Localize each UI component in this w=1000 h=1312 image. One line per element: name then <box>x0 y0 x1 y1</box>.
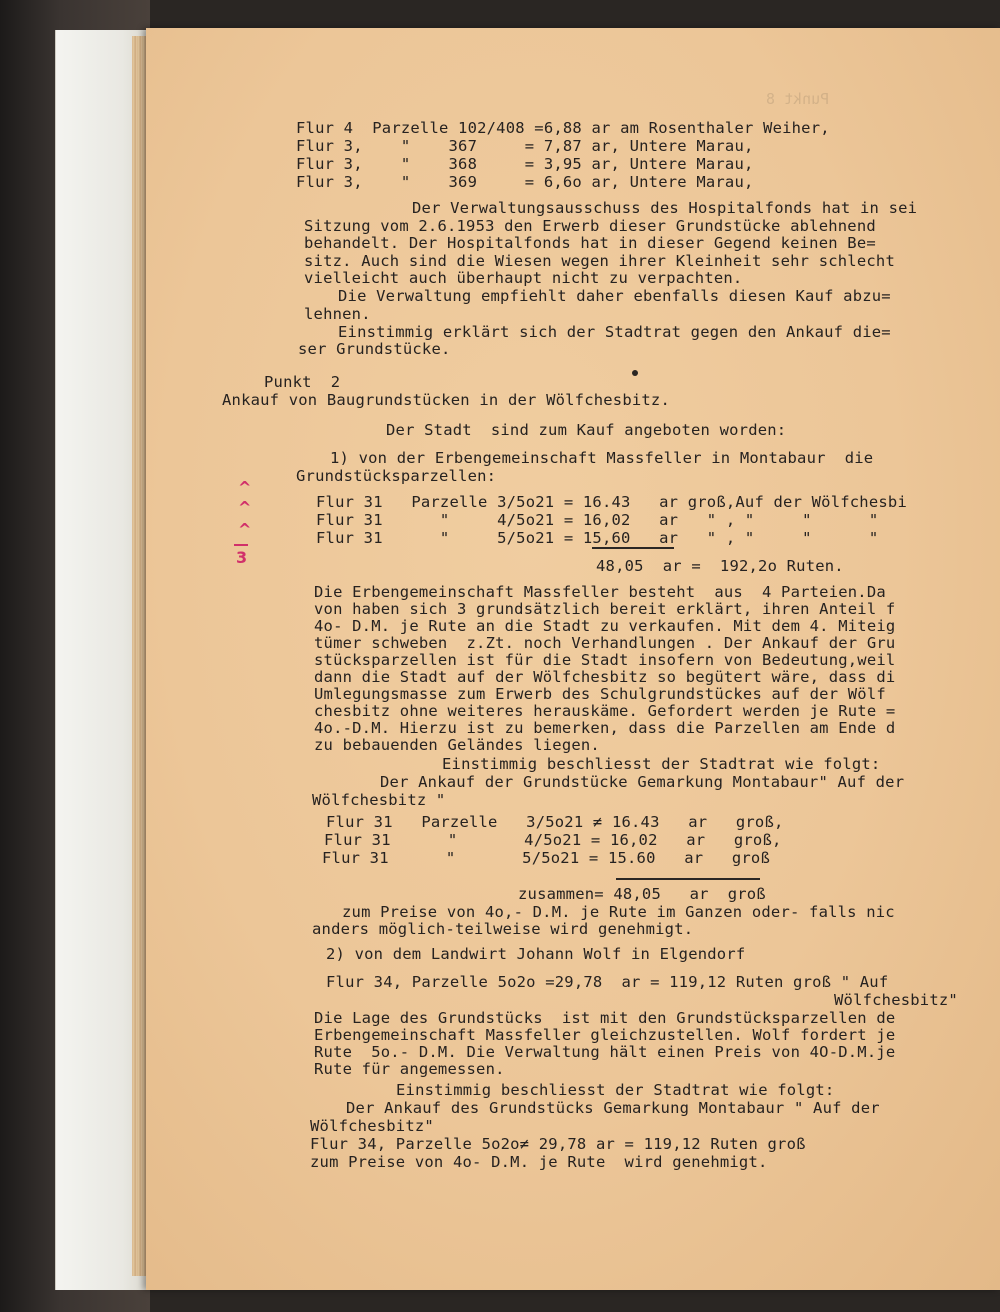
paragraph-line: Einstimmig erklärt sich der Stadtrat gegen den Ankauf die= <box>338 323 891 341</box>
paragraph-line: zu bebauenden Geländes liegen. <box>314 736 600 754</box>
decision-line: Der Ankauf des Grundstücks Gemarkung Montabaur " Auf der <box>346 1099 880 1117</box>
paragraph-line: Grundstücksparzellen: <box>296 467 497 485</box>
decision-line: zum Preise von 4o- D.M. je Rute wird genehmigt. <box>310 1153 768 1171</box>
agenda-item-number: Punkt 2 <box>264 373 341 391</box>
handwritten-mark: ^ <box>238 478 252 497</box>
paragraph-line: Rute 5o.- D.M. Die Verwaltung hält einen Preis von 4O-D.M.je <box>314 1043 896 1061</box>
parcel-row: Flur 31 " 5/5o21 = 15.60 ar groß <box>322 849 770 867</box>
parcel-row: Flur 34, Parzelle 5o2o =29,78 ar = 119,12 Ruten groß " Auf <box>326 973 889 991</box>
paragraph-line: anders möglich-teilweise wird genehmigt. <box>312 920 694 938</box>
parcel-row: Flur 31 " 4/5o21 = 16,02 ar " , " " " <box>316 511 879 529</box>
agenda-item-title: Ankauf von Baugrundstücken in der Wölfchesbitz. <box>222 391 670 409</box>
parcel-row: Wölfchesbitz" <box>834 991 958 1009</box>
paragraph-line: stücksparzellen ist für die Stadt insofern von Bedeutung,weil <box>314 651 896 669</box>
handwritten-mark: ^ <box>238 498 252 517</box>
sum-rule <box>616 878 760 880</box>
paragraph-line: Erbengemeinschaft Massfeller gleichzustellen. Wolf fordert je <box>314 1026 896 1044</box>
paragraph-line: tümer schweben z.Zt. noch Verhandlungen . Der Ankauf der Gru <box>314 634 896 652</box>
decision-line: Einstimmig beschliesst der Stadtrat wie folgt: <box>396 1081 835 1099</box>
paragraph-line: 2) von dem Landwirt Johann Wolf in Elgendorf <box>326 945 746 963</box>
paragraph-line: Die Lage des Grundstücks ist mit den Grundstücksparzellen de <box>314 1009 896 1027</box>
paragraph-line: Der Verwaltungsausschuss des Hospitalfonds hat in sei <box>412 199 918 217</box>
ink-dot <box>632 370 638 376</box>
paragraph-line: 4o- D.M. je Rute an die Stadt zu verkaufen. Mit dem 4. Miteig <box>314 617 896 635</box>
flur-list-line: Flur 3, " 368 = 3,95 ar, Untere Marau, <box>296 155 754 173</box>
parcel-total: zusammen= 48,05 ar groß <box>518 885 766 903</box>
handwritten-mark: 3 <box>236 548 248 567</box>
decision-line: Wölfchesbitz " <box>312 791 446 809</box>
paragraph-line: Die Verwaltung empfiehlt daher ebenfalls diesen Kauf abzu= <box>338 287 891 305</box>
decision-line: Einstimmig beschliesst der Stadtrat wie folgt: <box>442 755 881 773</box>
parcel-row: Flur 31 Parzelle 3/5o21 = 16.43 ar groß,Auf der Wölfchesbi <box>316 493 907 511</box>
handwritten-mark: ^ <box>238 520 252 539</box>
parcel-row: Flur 31 " 5/5o21 = 15,60 ar " , " " " <box>316 529 879 547</box>
decision-line: Flur 34, Parzelle 5o2o≠ 29,78 ar = 119,12 Ruten groß <box>310 1135 806 1153</box>
paragraph-line: vielleicht auch überhaupt nicht zu verpachten. <box>304 269 743 287</box>
paragraph-line: Rute für angemessen. <box>314 1060 505 1078</box>
paragraph-line: ser Grundstücke. <box>298 340 451 358</box>
handwritten-rule <box>234 544 248 546</box>
parcel-row: Flur 31 Parzelle 3/5o21 ≠ 16.43 ar groß, <box>326 813 784 831</box>
paragraph-line: behandelt. Der Hospitalfonds hat in dieser Gegend keinen Be= <box>304 234 876 252</box>
paragraph-line: chesbitz ohne weiteres herauskäme. Gefordert werden je Rute = <box>314 702 896 720</box>
parcel-total: 48,05 ar = 192,2o Ruten. <box>596 557 844 575</box>
paragraph-line: lehnen. <box>304 305 371 323</box>
paragraph-line: Die Erbengemeinschaft Massfeller besteht aus 4 Parteien.Da <box>314 583 886 601</box>
document-page <box>146 28 1000 1290</box>
paragraph-line: 4o.-D.M. Hierzu ist zu bemerken, dass die Parzellen am Ende d <box>314 719 896 737</box>
paragraph-line: von haben sich 3 grundsätzlich bereit erklärt, ihren Anteil f <box>314 600 896 618</box>
paragraph-line: Sitzung vom 2.6.1953 den Erwerb dieser Grundstücke ablehnend <box>304 217 876 235</box>
decision-line: Wölfchesbitz" <box>310 1117 434 1135</box>
parcel-row: Flur 31 " 4/5o21 = 16,02 ar groß, <box>324 831 782 849</box>
sum-rule <box>592 547 674 549</box>
paragraph-line: Umlegungsmasse zum Erwerb des Schulgrundstückes auf der Wölf <box>314 685 886 703</box>
flur-list-line: Flur 4 Parzelle 102/408 =6,88 ar am Rosenthaler Weiher, <box>296 119 830 137</box>
flur-list-line: Flur 3, " 369 = 6,6o ar, Untere Marau, <box>296 173 754 191</box>
paragraph-line: sitz. Auch sind die Wiesen wegen ihrer Kleinheit sehr schlecht <box>304 252 895 270</box>
decision-line: Der Ankauf der Grundstücke Gemarkung Montabaur" Auf der <box>380 773 905 791</box>
paragraph-line: zum Preise von 4o,- D.M. je Rute im Ganzen oder- falls nic <box>342 903 895 921</box>
bleed-through: Punkt 8 <box>766 90 830 108</box>
paragraph-line: 1) von der Erbengemeinschaft Massfeller in Montabaur die <box>330 449 874 467</box>
paragraph-line: dann die Stadt auf der Wölfchesbitz so begütert wäre, dass di <box>314 668 896 686</box>
paragraph-line: Der Stadt sind zum Kauf angeboten worden: <box>386 421 787 439</box>
flur-list-line: Flur 3, " 367 = 7,87 ar, Untere Marau, <box>296 137 754 155</box>
